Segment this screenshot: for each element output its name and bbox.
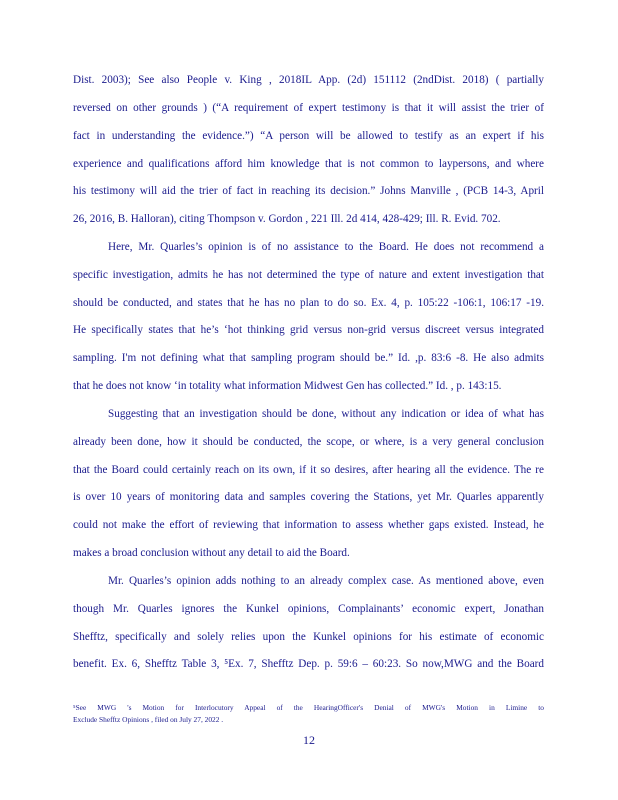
text-line: 26, 2016, B. Halloran), citing Thompson v. Gordon , 221 Ill. 2d 414, 428-429; Ill. R. Evid. 702. xyxy=(73,213,501,225)
footnote-line: ⁵See MWG 's Motion for Interlocutory Appeal of the HearingOfficer's Denial of MWG's Motion in Limine to xyxy=(73,703,544,712)
text-line: reversed on other grounds ) (“A requirement of expert testimony is that it will assist the trier of xyxy=(73,102,544,114)
text-line: experience and qualifications afford him knowledge that is not common to laypersons, and where xyxy=(73,158,544,170)
text-line: sampling. I'm not defining what that sampling program should be.” Id. ,p. 83:6 -8. He also admits xyxy=(73,352,544,364)
text-line: already been done, how it should be conducted, the scope, or where, is a very general conclusion xyxy=(73,436,544,448)
text-line: is over 10 years of monitoring data and samples covering the Stations, yet Mr. Quarles apparently xyxy=(73,491,544,503)
text-line: fact in understanding the evidence.”) “A person will be allowed to testify as an expert if his xyxy=(73,130,544,142)
text-line: makes a broad conclusion without any detail to aid the Board. xyxy=(73,547,350,559)
text-line: Dist. 2003); See also People v. King , 2018IL App. (2d) 151112 (2ndDist. 2018) ( partially xyxy=(73,74,544,86)
text-line: benefit. Ex. 6, Shefftz Table 3, ⁵Ex. 7, Shefftz Dep. p. 59:6 – 60:23. So now,MWG and the Board xyxy=(73,658,544,670)
text-line: though Mr. Quarles ignores the Kunkel opinions, Complainants’ economic expert, Jonathan xyxy=(73,603,544,615)
text-line: his testimony will aid the trier of fact in reaching its decision.” Johns Manville , (PCB 14-3, April xyxy=(73,185,544,197)
text-line: that he does not know ‘in totality what information Midwest Gen has collected.” Id. , p. 143:15. xyxy=(73,380,502,392)
text-line: Shefftz, specifically and solely relies upon the Kunkel opinions for his estimate of economic xyxy=(73,631,544,643)
page-number: 12 xyxy=(303,733,315,747)
text-line: specific investigation, admits he has not determined the type of nature and extent investigation that xyxy=(73,269,544,281)
text-line: Suggesting that an investigation should be done, without any indication or idea of what has xyxy=(108,408,544,420)
text-line: should be conducted, and states that he has no plan to do so. Ex. 4, p. 105:22 -106:1, 106:17 -19. xyxy=(73,297,544,309)
text-line: could not make the effort of reviewing that information to assess whether gaps existed. Instead, he xyxy=(73,519,544,531)
text-line: Mr. Quarles’s opinion adds nothing to an already complex case. As mentioned above, even xyxy=(108,575,544,587)
text-line: Here, Mr. Quarles’s opinion is of no assistance to the Board. He does not recommend a xyxy=(108,241,544,253)
footnote-line: Exclude Shefftz Opinions , filed on July 27, 2022 . xyxy=(73,715,224,724)
text-line: He specifically states that he’s ‘hot thinking grid versus non-grid versus discreet versus integrated xyxy=(73,324,544,336)
text-line: that the Board could certainly reach on its own, if it so desires, after hearing all the evidence. The re xyxy=(73,464,544,476)
